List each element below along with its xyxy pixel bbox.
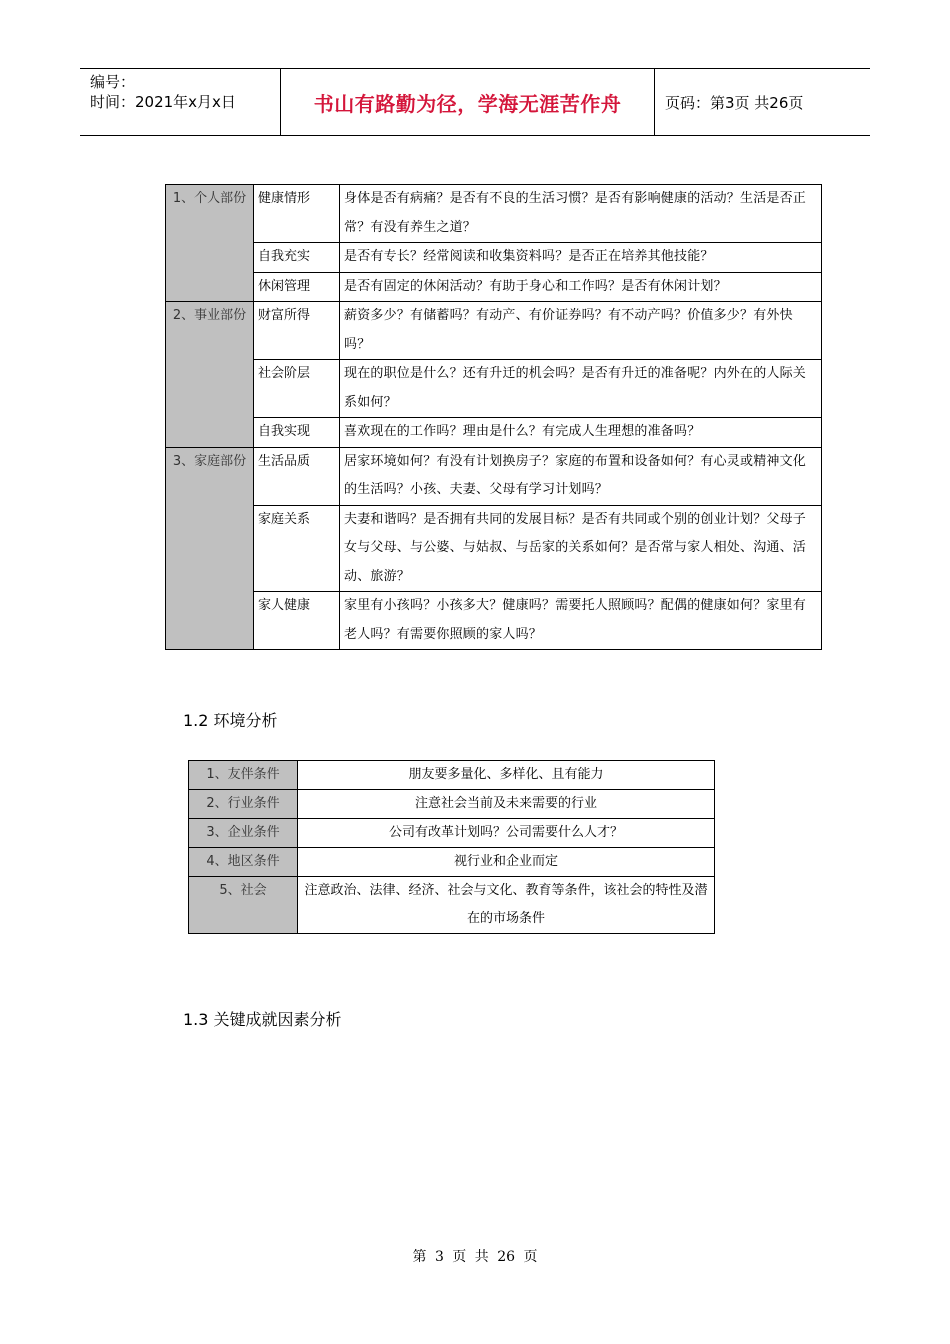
table-row	[166, 592, 822, 650]
table-row	[189, 848, 715, 877]
header-motto: 书山有路勤为径，学海无涯苦作舟	[281, 69, 655, 135]
environment-analysis-table	[188, 760, 715, 934]
category-cell: 2、事业部份	[166, 302, 254, 448]
category-cell: 3、企业条件	[189, 819, 298, 848]
item-cell: 自我充实	[254, 243, 340, 273]
item-cell: 家庭关系	[254, 505, 340, 592]
page-footer: 第 3 页 共 26 页	[412, 1249, 538, 1265]
table-row	[189, 819, 715, 848]
table-row	[166, 272, 822, 302]
category-cell: 1、友伴条件	[189, 761, 298, 790]
header-meta	[80, 69, 281, 135]
page-header	[80, 68, 870, 136]
category-cell: 2、行业条件	[189, 790, 298, 819]
desc-cell: 是否有专长？经常阅读和收集资料吗？是否正在培养其他技能？	[340, 243, 822, 273]
number-label: 编号：	[90, 73, 136, 91]
table-row	[166, 302, 822, 360]
value-cell: 公司有改革计划吗？公司需要什么人才？	[298, 819, 715, 848]
table-row	[166, 185, 822, 243]
table-row	[166, 447, 822, 505]
value-cell: 注意政治、法律、经济、社会与文化、教育等条件，该社会的特性及潜在的市场条件	[298, 877, 715, 934]
time-label: 时间：2021年x月x日	[90, 93, 236, 111]
desc-cell: 身体是否有病痛？是否有不良的生活习惯？是否有影响健康的活动？生活是否正常？有没有养生之道？	[340, 185, 822, 243]
value-cell: 朋友要多量化、多样化、且有能力	[298, 761, 715, 790]
item-cell: 家人健康	[254, 592, 340, 650]
section-title-environment: 1.2 环境分析	[183, 711, 278, 730]
category-cell: 3、家庭部份	[166, 447, 254, 650]
desc-cell: 家里有小孩吗？小孩多大？健康吗？需要托人照顾吗？配偶的健康如何？家里有老人吗？有需要你照顾的家人吗？	[340, 592, 822, 650]
category-cell: 1、个人部份	[166, 185, 254, 302]
desc-cell: 现在的职位是什么？还有升迁的机会吗？是否有升迁的准备呢？内外在的人际关系如何？	[340, 360, 822, 418]
desc-cell: 是否有固定的休闲活动？有助于身心和工作吗？是否有休闲计划？	[340, 272, 822, 302]
header-page-info: 页码：第3页 共26页	[665, 93, 804, 112]
table-row	[189, 877, 715, 934]
item-cell: 自我实现	[254, 418, 340, 448]
category-cell: 4、地区条件	[189, 848, 298, 877]
item-cell: 生活品质	[254, 447, 340, 505]
table-row	[189, 761, 715, 790]
value-cell: 视行业和企业而定	[298, 848, 715, 877]
table-row	[166, 243, 822, 273]
desc-cell: 薪资多少？有储蓄吗？有动产、有价证券吗？有不动产吗？价值多少？有外快吗？	[340, 302, 822, 360]
desc-cell: 居家环境如何？有没有计划换房子？家庭的布置和设备如何？有心灵或精神文化的生活吗？小孩、夫妻、父母有学习计划吗？	[340, 447, 822, 505]
desc-cell: 夫妻和谐吗？是否拥有共同的发展目标？是否有共同或个别的创业计划？父母子女与父母、与公婆、与姑叔、与岳家的关系如何？是否常与家人相处、沟通、活动、旅游？	[340, 505, 822, 592]
item-cell: 健康情形	[254, 185, 340, 243]
personal-analysis-table	[165, 184, 822, 650]
table-row	[166, 505, 822, 592]
item-cell: 休闲管理	[254, 272, 340, 302]
category-cell: 5、社会	[189, 877, 298, 934]
item-cell: 社会阶层	[254, 360, 340, 418]
table-row	[189, 790, 715, 819]
value-cell: 注意社会当前及未来需要的行业	[298, 790, 715, 819]
table-row	[166, 360, 822, 418]
table-row	[166, 418, 822, 448]
item-cell: 财富所得	[254, 302, 340, 360]
desc-cell: 喜欢现在的工作吗？理由是什么？有完成人生理想的准备吗？	[340, 418, 822, 448]
section-title-key-factors: 1.3 关键成就因素分析	[183, 1010, 342, 1029]
